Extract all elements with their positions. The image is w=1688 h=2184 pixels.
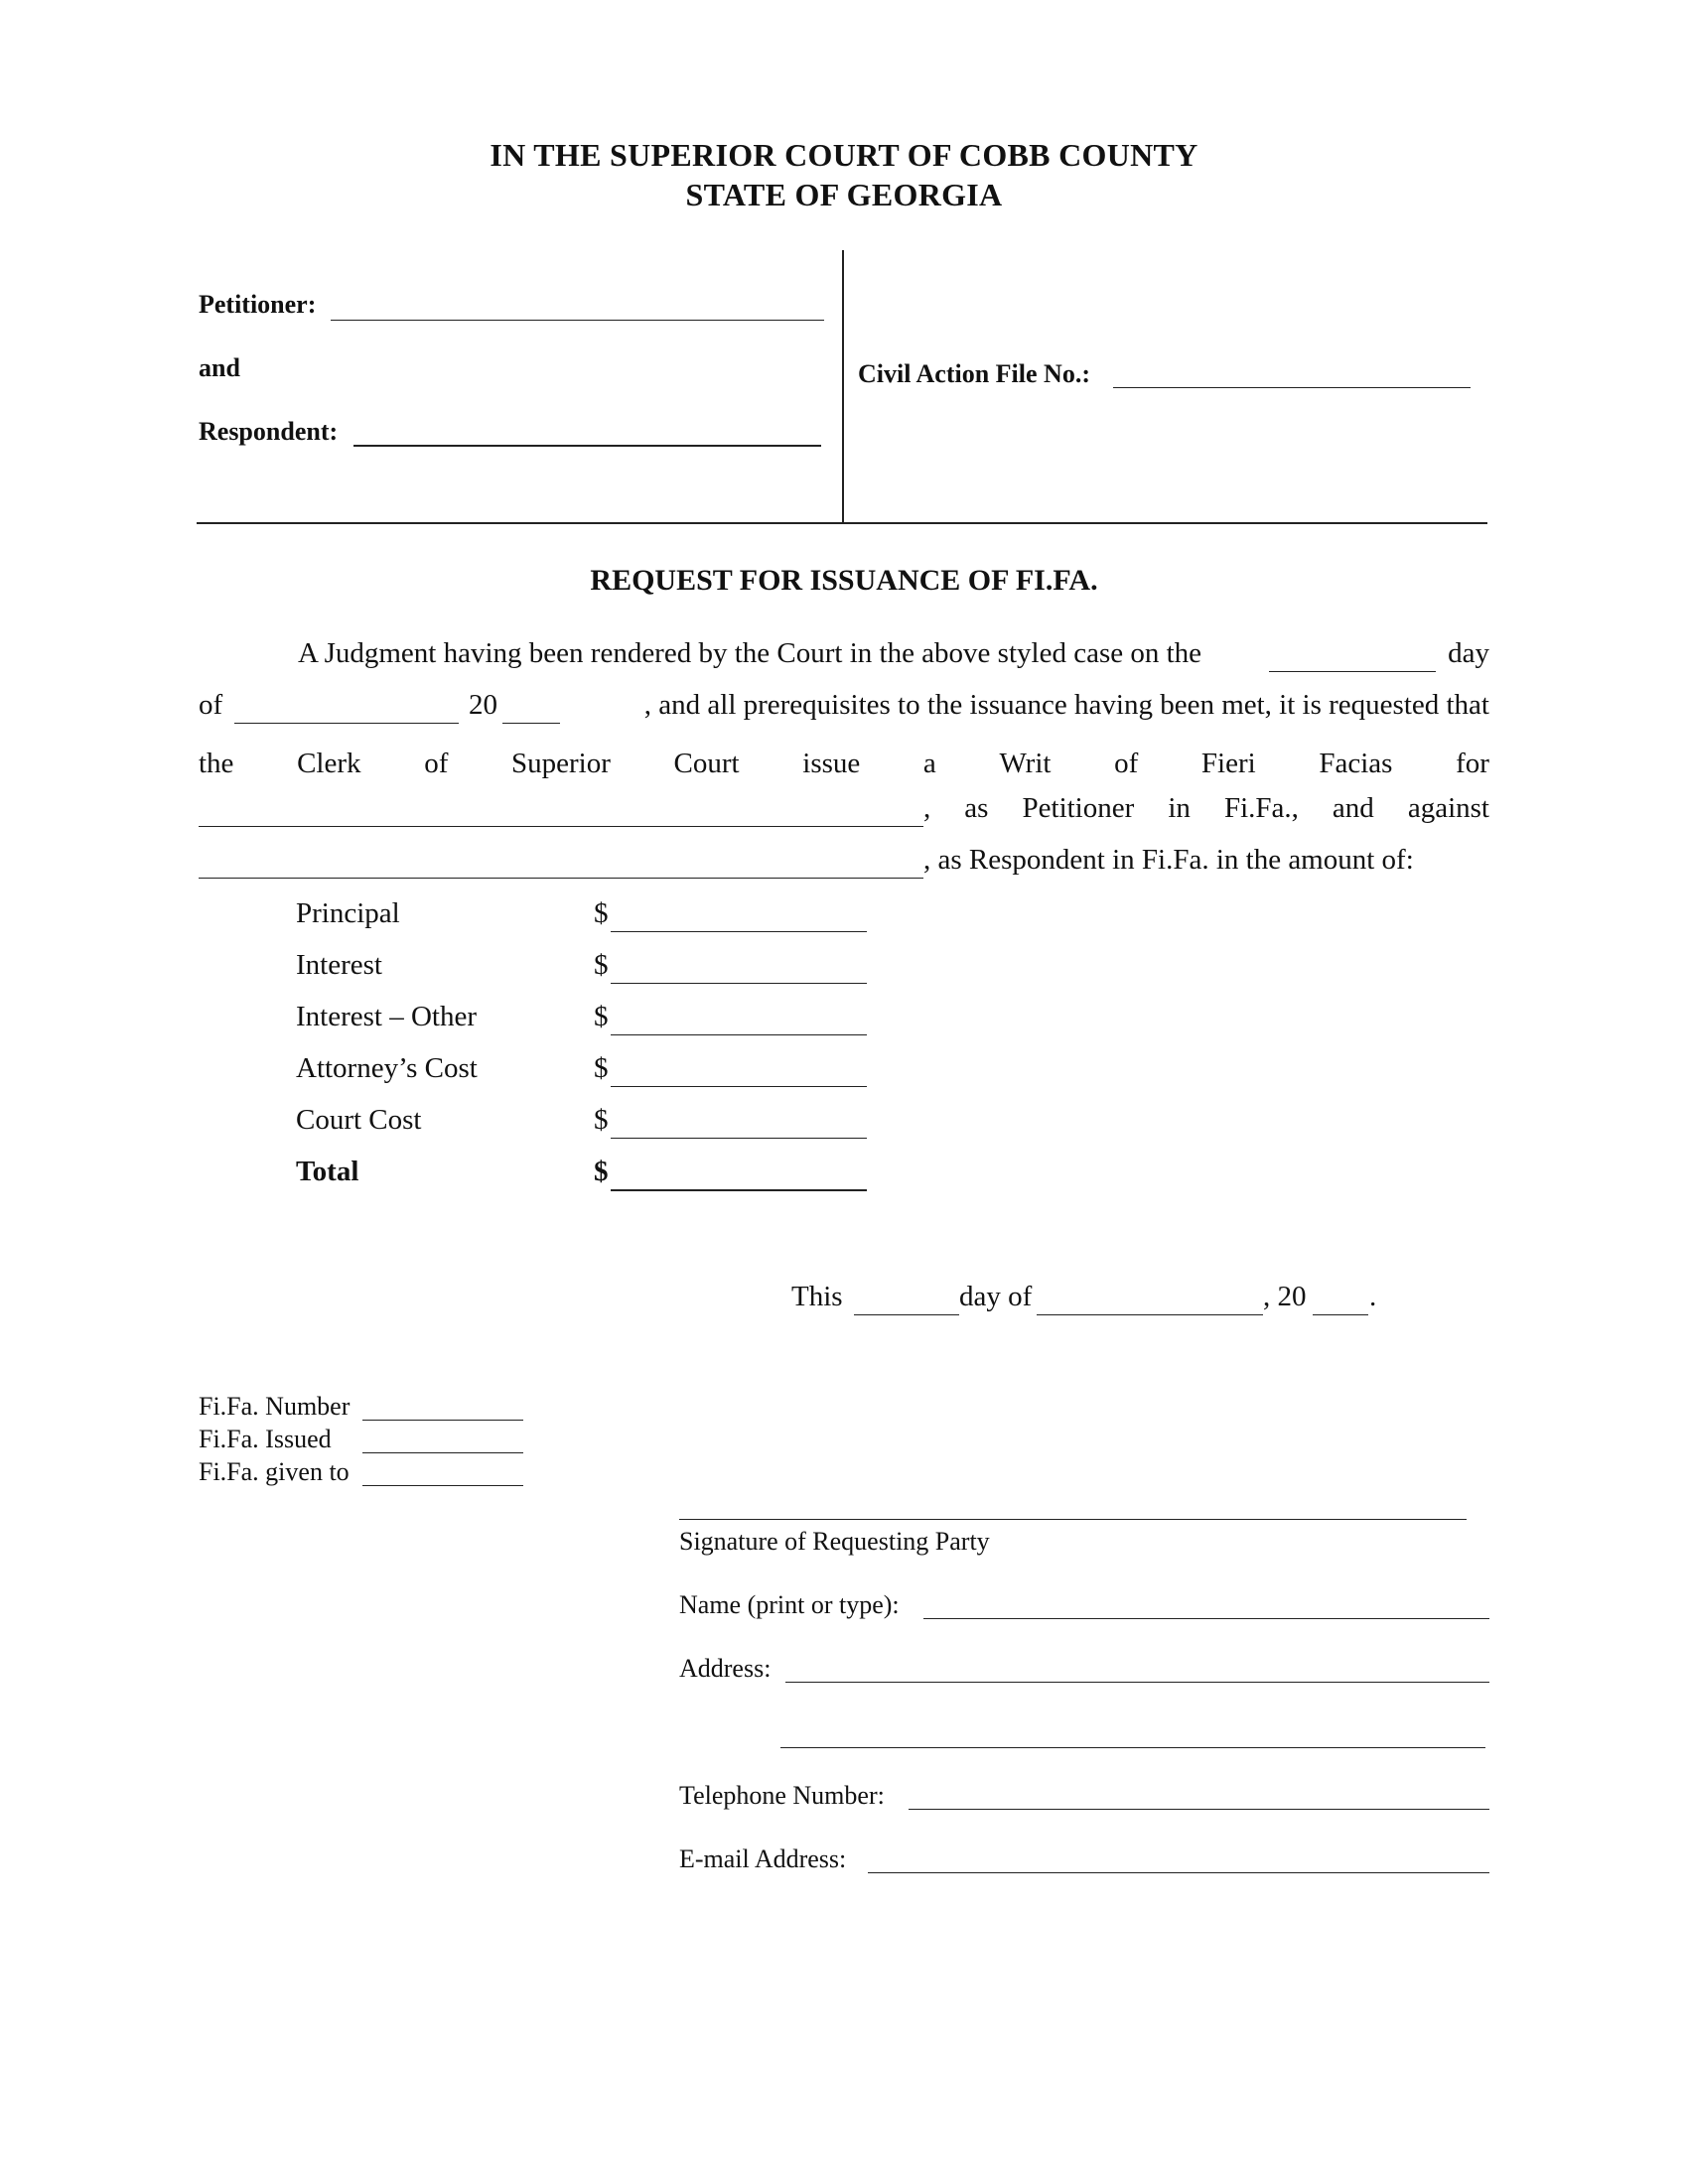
address-label: Address: [679, 1654, 772, 1683]
word: Facias [1319, 748, 1393, 779]
amount-label-court-cost: Court Cost [296, 1104, 422, 1136]
prerequisites-text: , and all prerequisites to the issuance having been met, it is requested that [643, 689, 1489, 721]
caption-divider [842, 250, 844, 524]
date-day-of-text: day of [959, 1281, 1033, 1312]
date-month-field[interactable] [1037, 1314, 1263, 1315]
document-title: REQUEST FOR ISSUANCE OF FI.FA. [590, 564, 1098, 597]
word: Superior [511, 748, 611, 779]
dollar-sign: $ [594, 897, 609, 929]
fifa-number-field[interactable] [362, 1420, 523, 1421]
word: and [1332, 792, 1374, 824]
fifa-respondent-field[interactable] [199, 878, 923, 879]
petitioner-field[interactable] [331, 320, 824, 321]
date-day-field[interactable] [854, 1314, 959, 1315]
signature-label: Signature of Requesting Party [679, 1527, 990, 1556]
name-label: Name (print or type): [679, 1590, 900, 1619]
judgment-year-field[interactable] [502, 723, 560, 724]
word: Petitioner [1022, 792, 1135, 824]
respondent-in-fifa-text: , as Respondent in Fi.Fa. in the amount of: [923, 844, 1414, 876]
petitioner-label: Petitioner: [199, 290, 317, 319]
dollar-sign: $ [594, 1104, 609, 1136]
telephone-field[interactable] [909, 1809, 1489, 1810]
signature-field[interactable] [679, 1519, 1467, 1520]
address-field-line-1[interactable] [785, 1682, 1489, 1683]
word: , [923, 792, 931, 824]
word: Court [673, 748, 740, 779]
principal-amount-field[interactable] [611, 931, 867, 932]
word: of [1114, 748, 1139, 779]
word: Fieri [1200, 748, 1256, 779]
email-label: E-mail Address: [679, 1844, 847, 1873]
date-period: . [1369, 1281, 1377, 1312]
word: of [424, 748, 449, 779]
word: Clerk [297, 748, 361, 779]
word: issue [802, 748, 861, 779]
judgment-day-field[interactable] [1269, 671, 1436, 672]
address-field-line-2[interactable] [780, 1747, 1485, 1748]
respondent-field[interactable] [353, 445, 821, 447]
dollar-sign: $ [594, 949, 609, 981]
judgment-text: A Judgment having been rendered by the Court in the above styled case on the [298, 637, 1202, 669]
civil-action-label: Civil Action File No.: [858, 359, 1090, 388]
word: against [1407, 792, 1489, 824]
word: the [199, 748, 234, 779]
amount-label-interest-other: Interest – Other [296, 1001, 477, 1032]
word: a [922, 748, 936, 779]
body-line-2 [199, 689, 1489, 729]
respondent-label: Respondent: [199, 417, 339, 446]
body-line-4 [199, 792, 1489, 832]
attorneys-cost-amount-field[interactable] [611, 1086, 867, 1087]
judgment-month-field[interactable] [234, 723, 459, 724]
dollar-sign: $ [594, 1001, 609, 1032]
name-field[interactable] [923, 1618, 1489, 1619]
total-amount-field[interactable] [611, 1189, 867, 1191]
court-cost-amount-field[interactable] [611, 1138, 867, 1139]
civil-action-number-field[interactable] [1113, 387, 1471, 388]
fifa-number-label: Fi.Fa. Number [199, 1392, 351, 1421]
fifa-issued-field[interactable] [362, 1452, 523, 1453]
caption-bottom-rule [197, 522, 1487, 524]
amount-label-interest: Interest [296, 949, 382, 981]
court-name: IN THE SUPERIOR COURT OF COBB COUNTY [490, 137, 1198, 173]
date-year-prefix: , 20 [1263, 1281, 1307, 1312]
amount-label-principal: Principal [296, 897, 400, 929]
fifa-given-to-field[interactable] [362, 1485, 523, 1486]
word: Fi.Fa., [1223, 792, 1299, 824]
court-state: STATE OF GEORGIA [685, 177, 1003, 212]
word: Writ [999, 748, 1052, 779]
of-word: of [199, 689, 223, 721]
date-this-word: This [791, 1281, 843, 1312]
fifa-given-to-label: Fi.Fa. given to [199, 1457, 350, 1486]
body-line-3 [199, 741, 1489, 780]
body-line-5 [199, 844, 1489, 884]
interest-amount-field[interactable] [611, 983, 867, 984]
date-year-field[interactable] [1313, 1314, 1368, 1315]
year-prefix: 20 [469, 689, 497, 721]
body-line-1 [199, 637, 1489, 677]
petitioner-in-fifa-text [923, 792, 1489, 825]
fifa-petitioner-field[interactable] [199, 826, 923, 827]
amount-label-attorneys-cost: Attorney’s Cost [296, 1052, 478, 1084]
email-field[interactable] [868, 1872, 1489, 1873]
amount-label-total: Total [296, 1156, 359, 1187]
and-label: and [199, 353, 240, 382]
word: for [1456, 748, 1489, 779]
word: as [964, 792, 989, 824]
day-word: day [1448, 637, 1489, 669]
telephone-label: Telephone Number: [679, 1781, 885, 1810]
word: in [1168, 792, 1191, 824]
dollar-sign: $ [594, 1156, 609, 1187]
fifa-issued-label: Fi.Fa. Issued [199, 1425, 332, 1453]
interest-other-amount-field[interactable] [611, 1034, 867, 1035]
dollar-sign: $ [594, 1052, 609, 1084]
